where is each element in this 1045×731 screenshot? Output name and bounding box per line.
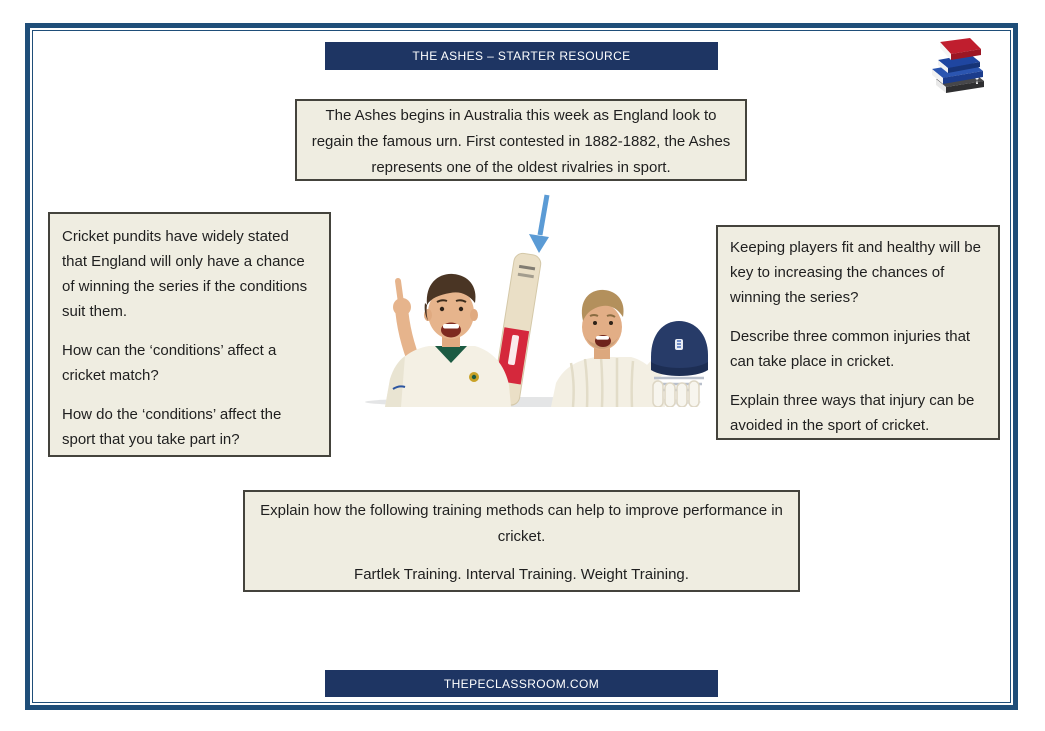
footer-banner <box>325 670 718 697</box>
intro-text-box <box>295 99 747 181</box>
training-methods-box <box>243 490 800 592</box>
question-paragraph: How do the ‘conditions’ affect the sport that you take part in? <box>62 406 282 448</box>
pe-classroom-logo <box>920 33 992 99</box>
injuries-question-box <box>716 225 1000 440</box>
question-paragraph: Describe three common injuries that can take place in cricket. <box>730 328 971 370</box>
training-paragraph: Explain how the following training methods can help to improve performance in cricket. <box>260 502 783 545</box>
title-banner-label: THE ASHES – STARTER RESOURCE <box>412 49 631 63</box>
title-banner <box>325 42 718 70</box>
conditions-question-box <box>48 212 331 457</box>
footer-banner-label: THEPECLASSROOM.COM <box>443 676 600 691</box>
question-paragraph: How can the ‘conditions’ affect a cricket match? <box>62 342 277 384</box>
training-paragraph: Fartlek Training. Interval Training. Weight Training. <box>354 566 689 583</box>
question-paragraph: Explain three ways that injury can be avoided in the sport of cricket. <box>730 392 975 434</box>
question-paragraph: Cricket pundits have widely stated that England will only have a chance of winning the series if the conditions suit them. <box>62 228 308 320</box>
cricketers-photo <box>357 251 710 407</box>
books-stack-icon <box>920 33 992 99</box>
down-arrow-icon <box>520 193 556 255</box>
intro-text: The Ashes begins in Australia this week as England look to regain the famous urn. First contested in 1882-1882, the Ashes represents one of the oldest rivalries in sport. <box>311 107 731 176</box>
question-paragraph: Keeping players fit and healthy will be key to increasing the chances of winning the series? <box>730 239 981 306</box>
